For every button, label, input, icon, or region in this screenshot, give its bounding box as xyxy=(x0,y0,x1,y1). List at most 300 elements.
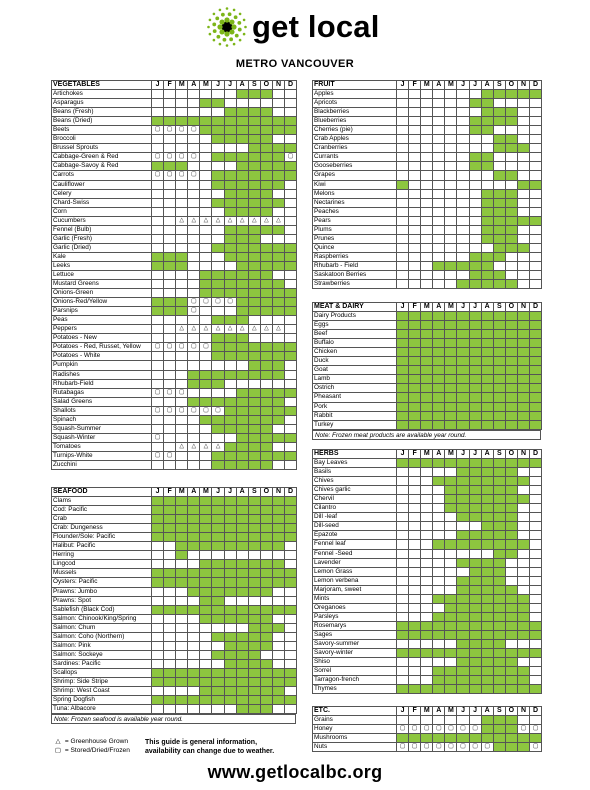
empty-cell xyxy=(457,189,469,198)
empty-cell xyxy=(505,126,517,135)
season-cell xyxy=(248,542,260,551)
season-cell xyxy=(517,676,529,685)
empty-cell xyxy=(421,126,433,135)
empty-cell xyxy=(433,576,445,585)
section-title: MEAT & DAIRY xyxy=(313,303,397,312)
empty-cell xyxy=(188,614,200,623)
season-cell xyxy=(200,578,212,587)
season-cell xyxy=(272,298,284,307)
empty-cell xyxy=(236,623,248,632)
empty-cell xyxy=(433,558,445,567)
season-cell xyxy=(248,560,260,569)
empty-cell xyxy=(176,560,188,569)
empty-cell xyxy=(530,198,542,207)
season-cell xyxy=(248,587,260,596)
season-cell xyxy=(409,348,421,357)
empty-cell xyxy=(164,560,176,569)
season-cell xyxy=(481,477,493,486)
empty-cell xyxy=(188,144,200,153)
season-cell xyxy=(481,270,493,279)
season-cell xyxy=(212,379,224,388)
season-cell xyxy=(505,135,517,144)
empty-cell xyxy=(469,716,481,725)
season-cell xyxy=(236,650,248,659)
season-cell xyxy=(517,339,529,348)
season-cell xyxy=(481,567,493,576)
month-header: N xyxy=(272,81,284,90)
empty-cell xyxy=(212,388,224,397)
season-cell xyxy=(493,549,505,558)
table-row xyxy=(313,549,542,558)
stored-cell xyxy=(200,406,212,415)
item-name: Zucchini xyxy=(52,460,152,469)
empty-cell xyxy=(421,198,433,207)
season-cell xyxy=(469,393,481,402)
season-cell xyxy=(212,460,224,469)
season-cell xyxy=(530,685,542,694)
table-row xyxy=(313,312,542,321)
season-cell xyxy=(469,630,481,639)
season-cell xyxy=(445,312,457,321)
month-header: M xyxy=(421,303,433,312)
stored-box-icon: ▢ xyxy=(190,407,197,414)
item-name: Cherries (pie) xyxy=(313,126,397,135)
season-cell xyxy=(272,180,284,189)
empty-cell xyxy=(433,513,445,522)
empty-cell xyxy=(152,542,164,551)
season-cell xyxy=(457,658,469,667)
empty-cell xyxy=(530,99,542,108)
empty-cell xyxy=(530,280,542,289)
season-cell xyxy=(421,339,433,348)
table-row xyxy=(52,171,297,180)
table-row xyxy=(313,126,542,135)
season-cell xyxy=(260,270,272,279)
empty-cell xyxy=(285,270,297,279)
empty-cell xyxy=(433,716,445,725)
stored-box-icon: ▢ xyxy=(520,725,527,732)
season-cell xyxy=(248,632,260,641)
empty-cell xyxy=(530,189,542,198)
item-name: Cabbage-Green & Red xyxy=(52,153,152,162)
season-cell xyxy=(236,578,248,587)
table-row xyxy=(313,540,542,549)
empty-cell xyxy=(421,594,433,603)
season-cell xyxy=(445,486,457,495)
footer-url[interactable]: www.getlocalbc.org xyxy=(207,762,383,782)
table-row xyxy=(52,189,297,198)
stored-cell xyxy=(164,406,176,415)
season-cell xyxy=(152,506,164,515)
season-cell xyxy=(248,108,260,117)
empty-cell xyxy=(212,623,224,632)
season-cell xyxy=(188,506,200,515)
item-name: Shallots xyxy=(52,406,152,415)
season-cell xyxy=(493,522,505,531)
season-cell xyxy=(285,343,297,352)
empty-cell xyxy=(164,352,176,361)
table-row xyxy=(52,433,297,442)
season-cell xyxy=(224,524,236,533)
season-cell xyxy=(481,189,493,198)
season-cell xyxy=(200,560,212,569)
stored-cell xyxy=(212,406,224,415)
table-row xyxy=(313,486,542,495)
table-row xyxy=(313,558,542,567)
season-cell xyxy=(260,569,272,578)
season-cell xyxy=(493,375,505,384)
season-cell xyxy=(248,298,260,307)
empty-cell xyxy=(530,225,542,234)
item-name: Artichokes xyxy=(52,90,152,99)
item-name: Marjoram, sweet xyxy=(313,585,397,594)
season-cell xyxy=(248,605,260,614)
season-cell xyxy=(493,420,505,429)
empty-cell xyxy=(164,659,176,668)
empty-cell xyxy=(469,207,481,216)
empty-cell xyxy=(176,289,188,298)
empty-cell xyxy=(200,171,212,180)
season-cell xyxy=(272,144,284,153)
season-cell xyxy=(248,641,260,650)
season-cell xyxy=(397,649,409,658)
empty-cell xyxy=(152,198,164,207)
empty-cell xyxy=(421,549,433,558)
empty-cell xyxy=(152,424,164,433)
stored-cell xyxy=(152,451,164,460)
stored-box-icon: ▢ xyxy=(472,725,478,732)
season-cell xyxy=(272,623,284,632)
stored-cell xyxy=(481,743,493,752)
empty-cell xyxy=(176,650,188,659)
empty-cell xyxy=(248,379,260,388)
empty-cell xyxy=(409,180,421,189)
item-name: Ostrich xyxy=(313,384,397,393)
empty-cell xyxy=(421,135,433,144)
stored-cell xyxy=(409,725,421,734)
season-cell xyxy=(248,569,260,578)
season-cell xyxy=(260,189,272,198)
empty-cell xyxy=(517,117,529,126)
item-name: Mints xyxy=(313,594,397,603)
season-cell xyxy=(285,289,297,298)
season-cell xyxy=(248,406,260,415)
stored-cell xyxy=(176,171,188,180)
empty-cell xyxy=(530,153,542,162)
season-cell xyxy=(272,370,284,379)
season-cell xyxy=(224,397,236,406)
table-row xyxy=(52,415,297,424)
season-cell xyxy=(433,348,445,357)
table-row xyxy=(313,180,542,189)
season-cell xyxy=(260,668,272,677)
season-cell xyxy=(224,578,236,587)
season-cell xyxy=(517,375,529,384)
empty-cell xyxy=(433,486,445,495)
empty-cell xyxy=(530,576,542,585)
month-header: S xyxy=(493,303,505,312)
season-cell xyxy=(505,743,517,752)
item-name: Thymes xyxy=(313,685,397,694)
month-header: M xyxy=(421,81,433,90)
season-cell xyxy=(409,321,421,330)
season-cell xyxy=(200,126,212,135)
empty-cell xyxy=(481,243,493,252)
season-cell xyxy=(421,312,433,321)
season-cell xyxy=(445,676,457,685)
month-header: O xyxy=(260,488,272,497)
season-cell xyxy=(505,477,517,486)
season-cell xyxy=(236,515,248,524)
empty-cell xyxy=(397,576,409,585)
empty-cell xyxy=(469,135,481,144)
stored-cell xyxy=(421,743,433,752)
table-row xyxy=(313,348,542,357)
empty-cell xyxy=(152,225,164,234)
empty-cell xyxy=(457,252,469,261)
season-cell xyxy=(481,348,493,357)
stored-box-icon: ▢ xyxy=(190,343,197,350)
month-header: D xyxy=(530,707,542,716)
season-cell xyxy=(236,433,248,442)
season-cell xyxy=(248,144,260,153)
stored-box-icon: ▢ xyxy=(484,743,491,750)
season-cell xyxy=(481,459,493,468)
season-cell xyxy=(212,198,224,207)
empty-cell xyxy=(200,189,212,198)
season-cell xyxy=(236,135,248,144)
season-cell xyxy=(152,533,164,542)
item-name: Sablefish (Black Cod) xyxy=(52,605,152,614)
item-name: Cod: Pacific xyxy=(52,506,152,515)
empty-cell xyxy=(212,705,224,714)
season-cell xyxy=(224,650,236,659)
item-name: Lavender xyxy=(313,558,397,567)
season-cell xyxy=(493,280,505,289)
season-cell xyxy=(409,375,421,384)
season-cell xyxy=(260,451,272,460)
empty-cell xyxy=(517,135,529,144)
season-cell xyxy=(505,658,517,667)
stored-cell xyxy=(188,343,200,352)
item-name: Fennel leaf xyxy=(313,540,397,549)
stored-cell xyxy=(176,343,188,352)
season-cell xyxy=(236,388,248,397)
season-cell xyxy=(469,531,481,540)
season-cell xyxy=(248,533,260,542)
season-cell xyxy=(469,594,481,603)
empty-cell xyxy=(530,144,542,153)
season-cell xyxy=(493,594,505,603)
empty-cell xyxy=(164,180,176,189)
season-cell xyxy=(260,298,272,307)
empty-cell xyxy=(188,415,200,424)
season-cell xyxy=(433,477,445,486)
empty-cell xyxy=(397,477,409,486)
greenhouse-triangle-icon: △ xyxy=(191,325,197,332)
season-cell xyxy=(469,567,481,576)
season-cell xyxy=(530,459,542,468)
stored-box-icon: ▢ xyxy=(154,171,161,178)
season-cell xyxy=(469,477,481,486)
season-cell xyxy=(236,234,248,243)
table-row xyxy=(313,99,542,108)
season-cell xyxy=(212,524,224,533)
season-cell xyxy=(457,468,469,477)
empty-cell xyxy=(224,99,236,108)
season-cell xyxy=(481,411,493,420)
season-cell xyxy=(421,685,433,694)
item-name: Pork xyxy=(313,402,397,411)
empty-cell xyxy=(285,316,297,325)
season-cell xyxy=(236,370,248,379)
empty-cell xyxy=(152,687,164,696)
season-cell xyxy=(493,725,505,734)
empty-cell xyxy=(397,171,409,180)
season-cell xyxy=(433,330,445,339)
empty-cell xyxy=(433,243,445,252)
season-cell xyxy=(421,321,433,330)
table-row xyxy=(52,108,297,117)
item-name: Halibut: Pacific xyxy=(52,542,152,551)
empty-cell xyxy=(493,261,505,270)
season-cell xyxy=(505,468,517,477)
season-cell xyxy=(212,397,224,406)
table-row xyxy=(313,531,542,540)
empty-cell xyxy=(409,144,421,153)
season-cell xyxy=(457,513,469,522)
empty-cell xyxy=(285,108,297,117)
empty-cell xyxy=(505,558,517,567)
season-cell xyxy=(433,630,445,639)
season-cell xyxy=(248,343,260,352)
empty-cell xyxy=(248,334,260,343)
season-cell xyxy=(224,632,236,641)
season-cell xyxy=(469,486,481,495)
season-cell xyxy=(433,459,445,468)
empty-cell xyxy=(433,504,445,513)
empty-cell xyxy=(152,596,164,605)
season-cell xyxy=(164,261,176,270)
empty-cell xyxy=(409,567,421,576)
season-cell xyxy=(236,352,248,361)
empty-cell xyxy=(164,334,176,343)
season-cell xyxy=(530,734,542,743)
season-cell xyxy=(224,352,236,361)
empty-cell xyxy=(493,162,505,171)
season-cell xyxy=(164,497,176,506)
season-cell xyxy=(236,451,248,460)
empty-cell xyxy=(285,361,297,370)
season-cell xyxy=(469,270,481,279)
empty-cell xyxy=(409,504,421,513)
stored-cell xyxy=(164,171,176,180)
season-cell xyxy=(224,234,236,243)
season-cell xyxy=(224,497,236,506)
season-cell xyxy=(517,540,529,549)
empty-cell xyxy=(530,207,542,216)
month-header: J xyxy=(152,488,164,497)
empty-cell xyxy=(517,171,529,180)
season-cell xyxy=(481,312,493,321)
empty-cell xyxy=(285,596,297,605)
season-cell xyxy=(188,533,200,542)
season-cell xyxy=(224,135,236,144)
stored-cell xyxy=(200,298,212,307)
empty-cell xyxy=(409,108,421,117)
empty-cell xyxy=(188,632,200,641)
season-cell xyxy=(457,402,469,411)
stored-box-icon: ▢ xyxy=(215,298,221,305)
table-row xyxy=(52,198,297,207)
empty-cell xyxy=(176,207,188,216)
season-cell xyxy=(260,397,272,406)
season-cell xyxy=(248,388,260,397)
empty-cell xyxy=(397,153,409,162)
season-cell xyxy=(505,513,517,522)
greenhouse-triangle-icon: △ xyxy=(239,217,245,224)
table-row xyxy=(52,162,297,171)
season-cell xyxy=(176,261,188,270)
season-cell xyxy=(469,603,481,612)
stored-cell xyxy=(433,725,445,734)
season-cell xyxy=(433,621,445,630)
empty-cell xyxy=(530,135,542,144)
month-header: N xyxy=(272,488,284,497)
greenhouse-triangle-icon: △ xyxy=(179,325,185,332)
season-cell xyxy=(224,171,236,180)
season-cell xyxy=(212,687,224,696)
empty-cell xyxy=(164,90,176,99)
empty-cell xyxy=(224,551,236,560)
empty-cell xyxy=(164,280,176,289)
item-name: Goat xyxy=(313,366,397,375)
empty-cell xyxy=(152,207,164,216)
season-cell xyxy=(505,725,517,734)
item-name: Peas xyxy=(52,316,152,325)
item-name: Squash-Winter xyxy=(52,433,152,442)
item-name: Salmon: Chinook/King/Spring xyxy=(52,614,152,623)
season-cell xyxy=(212,614,224,623)
empty-cell xyxy=(421,216,433,225)
season-cell xyxy=(481,649,493,658)
empty-cell xyxy=(176,614,188,623)
stored-cell xyxy=(152,406,164,415)
season-cell xyxy=(200,379,212,388)
empty-cell xyxy=(505,252,517,261)
item-name: Salmon: Sockeye xyxy=(52,650,152,659)
season-cell xyxy=(505,384,517,393)
item-name: Raspberries xyxy=(313,252,397,261)
empty-cell xyxy=(409,549,421,558)
empty-cell xyxy=(409,477,421,486)
season-cell xyxy=(517,685,529,694)
empty-cell xyxy=(409,99,421,108)
season-cell xyxy=(457,393,469,402)
empty-cell xyxy=(530,117,542,126)
stored-cell xyxy=(457,743,469,752)
season-cell xyxy=(517,667,529,676)
empty-cell xyxy=(469,189,481,198)
empty-cell xyxy=(433,495,445,504)
empty-cell xyxy=(457,198,469,207)
empty-cell xyxy=(505,270,517,279)
item-name: Rutabagas xyxy=(52,388,152,397)
stored-cell xyxy=(445,725,457,734)
empty-cell xyxy=(457,716,469,725)
empty-cell xyxy=(164,424,176,433)
month-header: N xyxy=(517,450,529,459)
